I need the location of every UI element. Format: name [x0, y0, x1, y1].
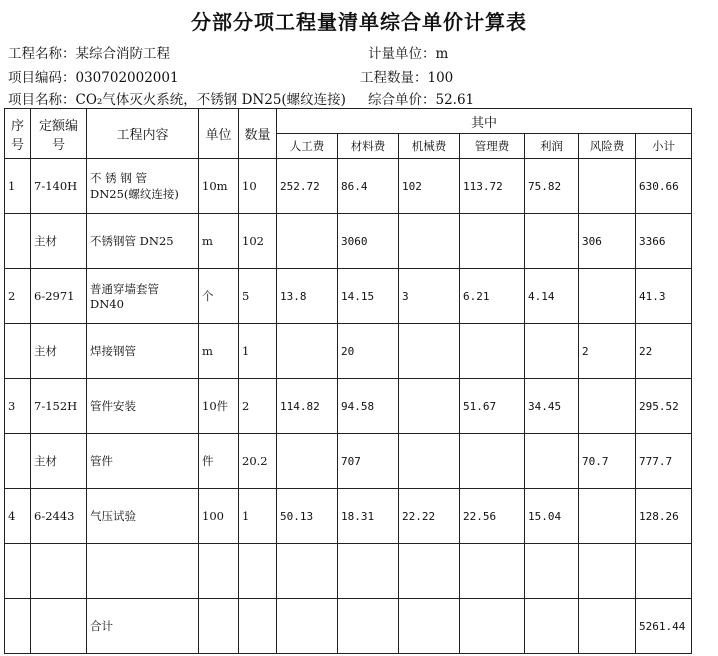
cell-seq	[5, 544, 31, 599]
cell-profit: 4.14	[525, 269, 579, 324]
cell-qty	[239, 544, 277, 599]
cell-mgmt	[460, 324, 525, 379]
cell-labor: 13.8	[277, 269, 338, 324]
cell-qty: 1	[239, 489, 277, 544]
cell-material: 94.58	[338, 379, 399, 434]
cell-risk	[579, 379, 636, 434]
cell-risk	[579, 599, 636, 654]
cell-qty: 2	[239, 379, 277, 434]
cell-unit: m	[199, 214, 239, 269]
cell-risk	[579, 269, 636, 324]
cell-subtotal: 41.3	[636, 269, 692, 324]
cell-content: 不 锈 钢 管 DN25(螺纹连接)	[87, 159, 199, 214]
cell-subtotal: 5261.44	[636, 599, 692, 654]
cell-subtotal: 630.66	[636, 159, 692, 214]
header-profit: 利润	[525, 134, 579, 159]
header-mgmt: 管理费	[460, 134, 525, 159]
cell-quota	[31, 599, 87, 654]
header-risk: 风险费	[579, 134, 636, 159]
cell-unit: 10件	[199, 379, 239, 434]
cell-machine	[399, 434, 460, 489]
cell-risk: 70.7	[579, 434, 636, 489]
project-name: 工程名称：某综合消防工程	[8, 46, 170, 62]
cell-seq: 4	[5, 489, 31, 544]
cell-profit	[525, 544, 579, 599]
cell-content: 焊接钢管	[87, 324, 199, 379]
header-machine: 机械费	[399, 134, 460, 159]
header-qty: 数量	[239, 109, 277, 159]
cell-labor: 114.82	[277, 379, 338, 434]
cell-qty: 102	[239, 214, 277, 269]
cell-material: 86.4	[338, 159, 399, 214]
cell-unit	[199, 599, 239, 654]
cell-machine	[399, 544, 460, 599]
cell-mgmt	[460, 599, 525, 654]
cell-seq	[5, 434, 31, 489]
cell-mgmt: 22.56	[460, 489, 525, 544]
cell-content: 气压试验	[87, 489, 199, 544]
cell-content: 不锈钢管 DN25	[87, 214, 199, 269]
cell-subtotal: 295.52	[636, 379, 692, 434]
cell-content: 合计	[87, 599, 199, 654]
cell-quota	[31, 544, 87, 599]
cost-table	[4, 108, 692, 654]
cell-profit	[525, 599, 579, 654]
cell-labor	[277, 599, 338, 654]
cell-mgmt	[460, 544, 525, 599]
cell-labor	[277, 324, 338, 379]
table-row	[5, 599, 692, 654]
cell-labor	[277, 544, 338, 599]
cell-content: 管件	[87, 434, 199, 489]
cell-mgmt: 113.72	[460, 159, 525, 214]
cell-content	[87, 544, 199, 599]
cell-quota: 6-2443	[31, 489, 87, 544]
cell-quota: 主材	[31, 324, 87, 379]
cell-machine	[399, 599, 460, 654]
cell-profit	[525, 324, 579, 379]
cell-profit	[525, 214, 579, 269]
cell-quota: 主材	[31, 214, 87, 269]
cell-qty	[239, 599, 277, 654]
cell-quota: 主材	[31, 434, 87, 489]
cell-subtotal: 128.26	[636, 489, 692, 544]
cell-machine: 3	[399, 269, 460, 324]
cell-machine: 22.22	[399, 489, 460, 544]
header-content: 工程内容	[87, 109, 199, 159]
cell-unit: 个	[199, 269, 239, 324]
cell-risk	[579, 159, 636, 214]
cell-seq: 2	[5, 269, 31, 324]
cell-subtotal	[636, 544, 692, 599]
cell-seq: 1	[5, 159, 31, 214]
header-subtotal: 小计	[636, 134, 692, 159]
cell-labor: 252.72	[277, 159, 338, 214]
table-row	[5, 159, 692, 214]
cell-risk	[579, 544, 636, 599]
page-title: 分部分项工程量清单综合单价计算表	[191, 10, 527, 34]
table-row	[5, 269, 692, 324]
cell-mgmt: 6.21	[460, 269, 525, 324]
cell-mgmt	[460, 214, 525, 269]
cell-subtotal: 3366	[636, 214, 692, 269]
cell-quota: 7-152H	[31, 379, 87, 434]
cell-machine: 102	[399, 159, 460, 214]
cell-machine	[399, 379, 460, 434]
cell-profit: 15.04	[525, 489, 579, 544]
item-name: 项目名称：CO₂气体灭火系统，不锈钢 DN25(螺纹连接)	[8, 92, 346, 108]
cell-profit: 34.45	[525, 379, 579, 434]
cell-machine	[399, 214, 460, 269]
cell-quota: 6-2971	[31, 269, 87, 324]
header-unit: 单位	[199, 109, 239, 159]
cell-quota: 7-140H	[31, 159, 87, 214]
cell-seq	[5, 324, 31, 379]
cell-profit	[525, 434, 579, 489]
cell-material: 18.31	[338, 489, 399, 544]
cell-qty: 1	[239, 324, 277, 379]
header-labor: 人工费	[277, 134, 338, 159]
cell-unit	[199, 544, 239, 599]
cell-material: 707	[338, 434, 399, 489]
cell-material: 14.15	[338, 269, 399, 324]
cell-seq	[5, 599, 31, 654]
cell-seq: 3	[5, 379, 31, 434]
project-code: 项目编码：030702002001	[8, 70, 179, 86]
table-row	[5, 214, 692, 269]
cell-machine	[399, 324, 460, 379]
table-row	[5, 434, 692, 489]
header-seq: 序号	[5, 109, 31, 159]
cell-labor	[277, 434, 338, 489]
header-material: 材料费	[338, 134, 399, 159]
header-among: 其中	[277, 109, 692, 134]
cell-material: 20	[338, 324, 399, 379]
table-row	[5, 379, 692, 434]
cell-mgmt	[460, 434, 525, 489]
cell-qty: 10	[239, 159, 277, 214]
cell-material	[338, 599, 399, 654]
cell-profit: 75.82	[525, 159, 579, 214]
cell-risk: 2	[579, 324, 636, 379]
cell-qty: 20.2	[239, 434, 277, 489]
header-quota: 定额编号	[31, 109, 87, 159]
cell-material: 3060	[338, 214, 399, 269]
cell-unit: 100	[199, 489, 239, 544]
project-quantity: 工程数量：100	[360, 70, 454, 86]
cell-content: 普通穿墙套管 DN40	[87, 269, 199, 324]
table-row	[5, 544, 692, 599]
cell-risk: 306	[579, 214, 636, 269]
cell-material	[338, 544, 399, 599]
cell-mgmt: 51.67	[460, 379, 525, 434]
cell-content: 管件安装	[87, 379, 199, 434]
cell-qty: 5	[239, 269, 277, 324]
cell-subtotal: 777.7	[636, 434, 692, 489]
cell-unit: m	[199, 324, 239, 379]
unit-price: 综合单价：52.61	[368, 92, 475, 108]
cell-risk	[579, 489, 636, 544]
cell-unit: 10m	[199, 159, 239, 214]
cell-labor	[277, 214, 338, 269]
cell-unit: 件	[199, 434, 239, 489]
cell-labor: 50.13	[277, 489, 338, 544]
cell-subtotal: 22	[636, 324, 692, 379]
measure-unit: 计量单位：m	[368, 46, 449, 62]
cell-seq	[5, 214, 31, 269]
table-row	[5, 324, 692, 379]
table-row	[5, 489, 692, 544]
